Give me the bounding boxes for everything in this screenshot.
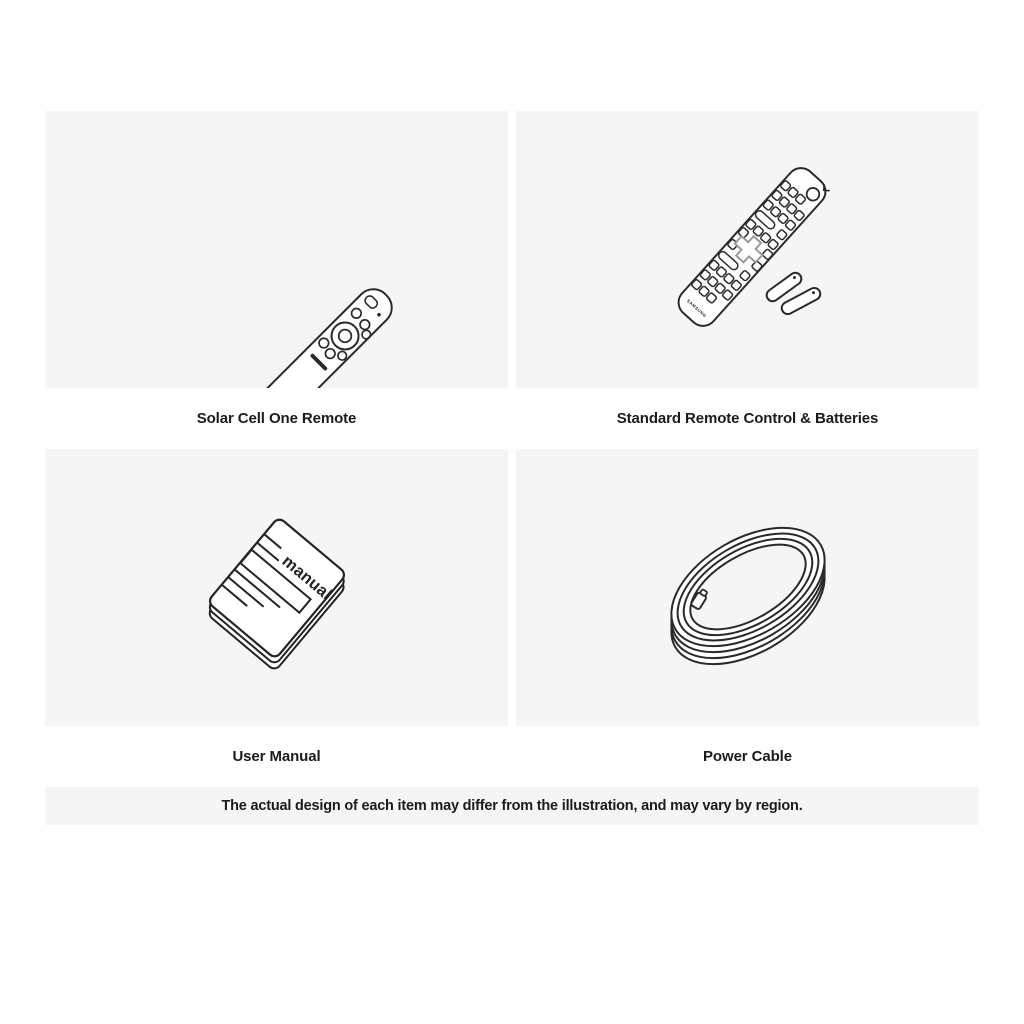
notice-text: The actual design of each item may differ from the illustration, and may vary by region. [221,798,803,814]
power-cable-icon [516,449,979,726]
accessory-item-user-manual [45,449,508,787]
standard-remote-panel [516,111,979,388]
user-manual-panel [45,449,508,726]
standard-remote-batteries-icon [516,111,979,388]
item-label-solar-remote: Solar Cell One Remote [196,410,357,427]
standard-remote-brand-text: SAMSUNG [685,298,708,319]
solar-remote-icon [45,111,508,388]
item-label-standard-remote: Standard Remote Control & Batteries [616,410,879,427]
accessory-item-standard-remote [516,111,979,449]
accessory-item-solar-remote [45,111,508,449]
notice-bar [45,787,979,825]
accessory-grid [45,111,979,787]
item-label-power-cable: Power Cable [703,748,792,765]
accessory-item-power-cable [516,449,979,787]
item-label-user-manual: User Manual [232,748,321,765]
battery-icon [764,270,822,316]
user-manual-icon [45,449,508,726]
solar-remote-panel [45,111,508,388]
power-cable-panel [516,449,979,726]
manual-cover-text: manual [278,552,336,604]
